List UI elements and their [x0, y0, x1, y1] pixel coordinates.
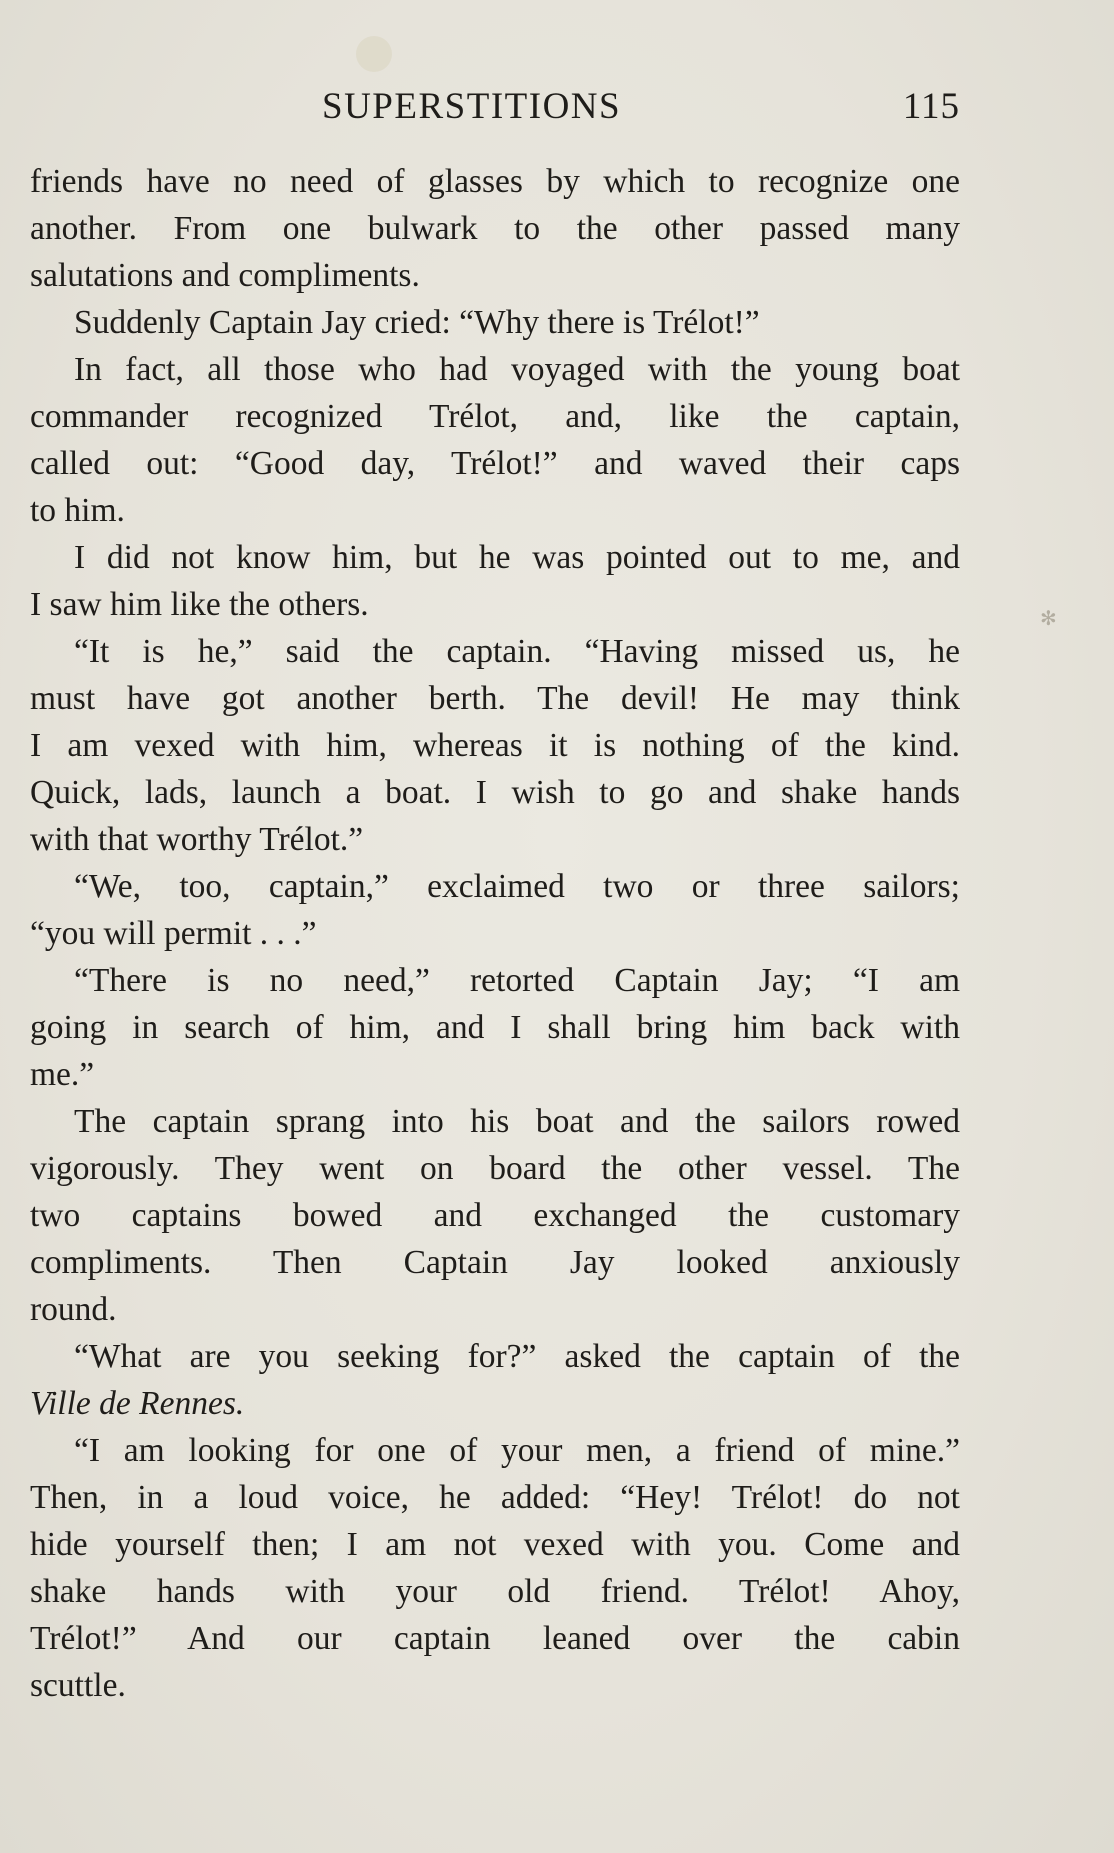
text-line: In fact, all those who had voyaged with the young boat — [74, 351, 960, 388]
text-line: I saw him like the others. — [30, 586, 369, 623]
text-line: to him. — [30, 492, 125, 529]
text-line: two captains bowed and exchanged the customary — [30, 1197, 960, 1234]
text-line: Quick, lads, launch a boat. I wish to go and shake hands — [30, 774, 960, 811]
paper-speck: ✻ — [1040, 608, 1057, 630]
page-number: 115 — [902, 86, 960, 127]
text-line: me.” — [30, 1056, 95, 1093]
text-line: friends have no need of glasses by which to recognize one — [30, 163, 960, 200]
text-line: I did not know him, but he was pointed out to me, and — [74, 539, 960, 576]
text-line: round. — [30, 1291, 117, 1328]
text-line: with that worthy Trélot.” — [30, 821, 364, 858]
text-line: scuttle. — [30, 1667, 126, 1704]
text-line: The captain sprang into his boat and the sailors rowed — [74, 1103, 960, 1140]
text-line: salutations and compliments. — [30, 257, 420, 294]
text-line: “I am looking for one of your men, a friend of mine.” — [74, 1432, 960, 1469]
running-head-title: SUPERSTITIONS — [322, 86, 622, 127]
text-line: Then, in a loud voice, he added: “Hey! Trélot! do not — [30, 1479, 960, 1516]
text-line: Ville de Rennes. — [30, 1385, 245, 1422]
text-line: “It is he,” said the captain. “Having missed us, he — [74, 633, 960, 670]
text-line: called out: “Good day, Trélot!” and waved their caps — [30, 445, 960, 482]
text-line: another. From one bulwark to the other passed many — [30, 210, 960, 247]
text-line: Suddenly Captain Jay cried: “Why there is Trélot!” — [74, 304, 760, 341]
text-line: “There is no need,” retorted Captain Jay; “I am — [74, 962, 960, 999]
paper-stain — [356, 36, 392, 72]
text-line: must have got another berth. The devil! He may think — [30, 680, 960, 717]
text-line: shake hands with your old friend. Trélot! Ahoy, — [30, 1573, 960, 1610]
text-line: “What are you seeking for?” asked the captain of the — [74, 1338, 960, 1375]
text-line: I am vexed with him, whereas it is nothing of the kind. — [30, 727, 960, 764]
text-line: Trélot!” And our captain leaned over the cabin — [30, 1620, 960, 1657]
text-line: compliments. Then Captain Jay looked anxiously — [30, 1244, 960, 1281]
body-text — [30, 158, 960, 1709]
text-line: hide yourself then; I am not vexed with you. Come and — [30, 1526, 960, 1563]
text-line: vigorously. They went on board the other vessel. The — [30, 1150, 960, 1187]
text-line: commander recognized Trélot, and, like the captain, — [30, 398, 960, 435]
text-line: going in search of him, and I shall bring him back with — [30, 1009, 960, 1046]
running-head — [30, 82, 960, 132]
text-line: “We, too, captain,” exclaimed two or three sailors; — [74, 868, 960, 905]
text-line: “you will permit . . .” — [30, 915, 317, 952]
